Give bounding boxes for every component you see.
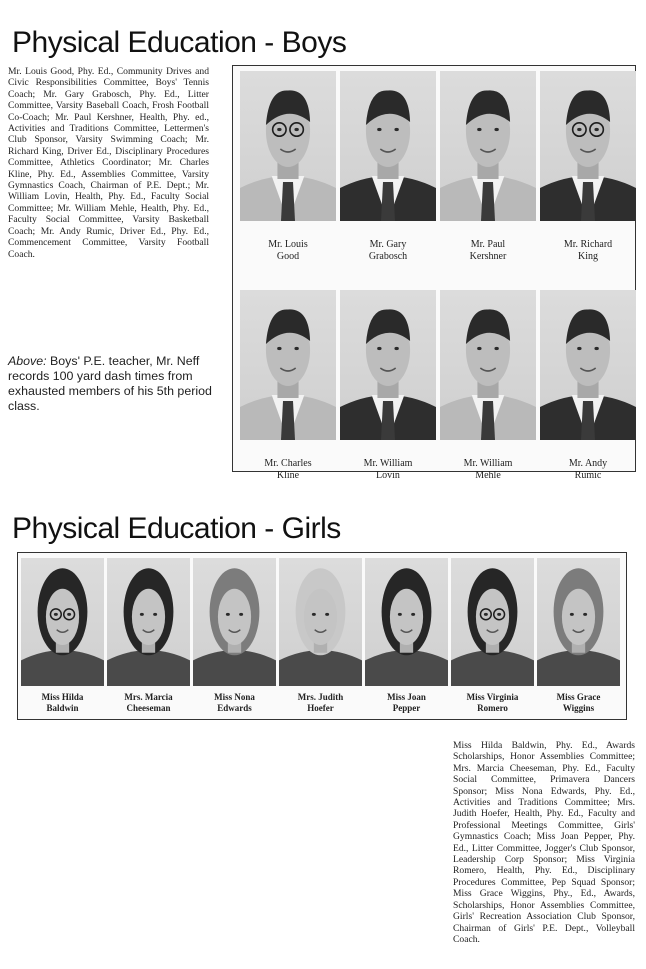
portrait-girls-6 bbox=[451, 558, 534, 718]
portrait-name bbox=[434, 458, 542, 482]
portrait-photo bbox=[240, 71, 336, 221]
portrait-boys-8 bbox=[540, 290, 636, 484]
portrait-name-line1: Mrs. Judith bbox=[297, 692, 344, 702]
caption-text: Boys' P.E. teacher, Mr. Neff records 100 yard dash times from exhausted members of his 5th period class. bbox=[8, 354, 212, 413]
caption-lead: Above: bbox=[8, 354, 47, 368]
portrait-girls-1 bbox=[21, 558, 104, 718]
portrait-name-line1: Miss Hilda bbox=[41, 692, 84, 702]
portrait-photo bbox=[107, 558, 190, 686]
portrait-name-line1: Mr. Andy bbox=[568, 458, 608, 469]
portrait-name-line1: Mr. William bbox=[463, 458, 513, 469]
portrait-photo bbox=[21, 558, 104, 686]
portrait-name bbox=[101, 692, 196, 714]
portrait-name bbox=[234, 239, 342, 263]
portrait-name-line2: Lovin bbox=[376, 470, 400, 481]
portrait-name-line2: Grabosch bbox=[368, 251, 408, 262]
portrait-photo bbox=[537, 558, 620, 686]
girls-faculty-bio: Miss Hilda Baldwin, Phy. Ed., Awards Scholarships, Honor Assemblies Committee; Mrs. Marcia Cheeseman, Phy. Ed., Faculty Social Committee, Primavera Dancers Sponsor; Miss Nona Edwards, Phy. Ed., Activities and Traditions Committee; Mrs. Judith Hoefer, Health, Phy. Ed., Faculty and Professional Meetings Committee, Girls' Gymnastics Coach; Miss Joan Pepper, Phy. Ed., Litter Committee, Jogger's Club Sponsor, Leadership Corp Sponsor; Miss Virginia Romero, Health, Phy. Ed., Disciplinary Procedures Committee, Pep Squad Sponsor; Miss Grace Wiggins, Phy., Ed., Awards, Scholarships, Honor Assemblies Committee, Girls' Recreation Association Club Sponsor, Chairman of Girls' P.E. Dept., Volleyball Coach. bbox=[453, 740, 635, 945]
portrait-photo bbox=[340, 71, 436, 221]
portrait-boys-2 bbox=[340, 71, 436, 265]
portrait-name-line1: Miss Grace bbox=[556, 692, 601, 702]
portrait-photo bbox=[193, 558, 276, 686]
portrait-name-line2: Kershner bbox=[469, 251, 507, 262]
portrait-photo bbox=[440, 290, 536, 440]
portrait-name bbox=[359, 692, 454, 714]
portrait-name bbox=[434, 239, 542, 263]
boys-portrait-grid bbox=[232, 65, 636, 481]
portrait-name-line1: Miss Nona bbox=[214, 692, 255, 702]
portrait-photo bbox=[440, 71, 536, 221]
portrait-boys-4 bbox=[540, 71, 636, 265]
portrait-name bbox=[273, 692, 368, 714]
portrait-name bbox=[334, 458, 442, 482]
portrait-girls-3 bbox=[193, 558, 276, 718]
portrait-photo bbox=[540, 290, 636, 440]
portrait-name bbox=[15, 692, 110, 714]
portrait-photo bbox=[540, 71, 636, 221]
portrait-girls-2 bbox=[107, 558, 190, 718]
portrait-boys-1 bbox=[240, 71, 336, 265]
portrait-boys-3 bbox=[440, 71, 536, 265]
portrait-girls-4 bbox=[279, 558, 362, 718]
portrait-boys-7 bbox=[440, 290, 536, 484]
portrait-name-line1: Mr. Richard bbox=[563, 239, 613, 250]
portrait-name-line2: Mehle bbox=[475, 470, 501, 481]
portrait-photo bbox=[279, 558, 362, 686]
portrait-name-line2: Edwards bbox=[217, 703, 252, 713]
portrait-name-line1: Mrs. Marcia bbox=[124, 692, 173, 702]
portrait-name-line2: Wiggins bbox=[562, 703, 595, 713]
portrait-photo bbox=[365, 558, 448, 686]
portrait-name bbox=[445, 692, 540, 714]
portrait-boys-5 bbox=[240, 290, 336, 484]
portrait-name-line2: Kline bbox=[276, 470, 300, 481]
portrait-boys-6 bbox=[340, 290, 436, 484]
portrait-name-line1: Mr. Gary bbox=[369, 239, 407, 250]
portrait-photo bbox=[240, 290, 336, 440]
portrait-name bbox=[531, 692, 626, 714]
portrait-name-line2: Baldwin bbox=[46, 703, 79, 713]
photo-caption bbox=[8, 354, 223, 414]
portrait-name-line2: King bbox=[578, 251, 598, 262]
portrait-name bbox=[234, 458, 342, 482]
portrait-girls-5 bbox=[365, 558, 448, 718]
portrait-photo bbox=[451, 558, 534, 686]
portrait-name-line2: Cheeseman bbox=[126, 703, 171, 713]
portrait-name bbox=[534, 239, 642, 263]
portrait-name-line1: Miss Virginia bbox=[466, 692, 519, 702]
portrait-name bbox=[187, 692, 282, 714]
portrait-name-line1: Miss Joan bbox=[387, 692, 426, 702]
portrait-name-line2: Good bbox=[276, 251, 300, 262]
boys-section-title: Physical Education - Boys bbox=[12, 26, 347, 60]
portrait-name-line1: Mr. William bbox=[363, 458, 413, 469]
portrait-name-line1: Mr. Louis bbox=[268, 239, 308, 250]
portrait-name-line1: Mr. Charles bbox=[264, 458, 312, 469]
portrait-name bbox=[334, 239, 442, 263]
portrait-photo bbox=[340, 290, 436, 440]
girls-portrait-strip bbox=[17, 552, 627, 720]
portrait-name bbox=[534, 458, 642, 482]
portrait-name-line2: Hoefer bbox=[307, 703, 334, 713]
portrait-name-line2: Rumic bbox=[574, 470, 602, 481]
portrait-girls-7 bbox=[537, 558, 620, 718]
portrait-name-line2: Pepper bbox=[392, 703, 421, 713]
girls-section-title: Physical Education - Girls bbox=[12, 512, 341, 546]
portrait-name-line2: Romero bbox=[477, 703, 508, 713]
boys-faculty-bio: Mr. Louis Good, Phy. Ed., Community Drives and Civic Responsibilities Committee, Boys' Tennis Coach; Mr. Gary Grabosch, Phy. Ed., Litter Committee, Varsity Baseball Coach, Frosh Football Co-Coach; Mr. Paul Kershner, Health, Phy. ed., Activities and Traditions Committee, Lettermen's Club Sponsor, Varsity Swimming Coach; Mr. Richard King, Driver Ed., Disciplinary Procedures Committee, Athletics Coordinator; Mr. Charles Kline, Phy. Ed., Assemblies Committee, Varsity Gymnastics Coach, Chairman of P.E. Dept.; Mr. William Lovin, Health, Phy. Ed., Faculty Social Committee; Mr. William Mehle, Health, Phy. Ed., Faculty Social Committee, Varsity Basketball Coach; Mr. Andy Rumic, Driver Ed., Phy. Ed., Commencement Committee, Varsity Football Coach. bbox=[8, 66, 209, 260]
portrait-name-line1: Mr. Paul bbox=[470, 239, 506, 250]
